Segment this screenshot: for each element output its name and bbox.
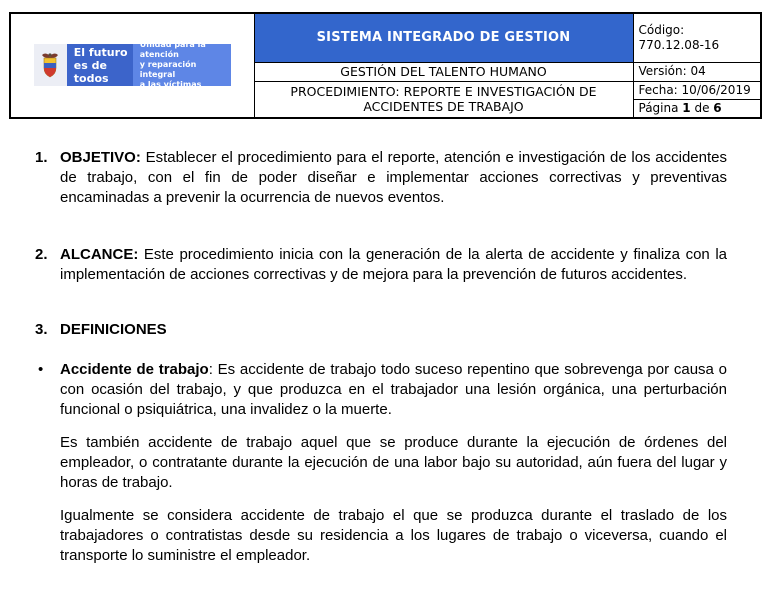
gov-unit-logo [34,40,231,90]
section-title: ALCANCE: [60,246,139,263]
logo-cell [10,13,254,118]
definition-accidente-de-trabajo [35,360,727,420]
crest-segment [34,44,67,86]
definition-term: Accidente de trabajo [60,361,209,378]
logo-tagline-line1: El futuro [73,45,128,59]
page-total: 6 [713,100,722,115]
section-alcance [35,245,727,285]
management-area: GESTIÓN DEL TALENTO HUMANO [340,64,547,79]
logo-unit-line1: Unidad para la atención [139,40,206,60]
page-label: Página [638,100,683,115]
logo-unit-line2: y reparación integral [139,60,197,80]
document-body [35,148,727,566]
definition-paragraph-2 [35,433,727,493]
code-cell [633,13,761,62]
page-cell [633,99,761,118]
definition-text: Es accidente de trabajo todo suceso repentino que sobrevenga por causa o con ocasión del trabajo, y que produzca en el trabajador una lesión orgánica, una perturbación funcional o psiquiátrica, una invalidez o la muerte. [60,361,727,418]
section-text: Este procedimiento inicia con la generación de la alerta de accidente y finaliza con la implementación de acciones correctivas y de mejora para la prevención de futuros accidentes. [60,246,727,283]
section-number: 3. [35,321,48,338]
date-value: 10/06/2019 [681,82,751,97]
code-label: Código: [638,22,685,37]
version-label: Versión: [638,64,691,78]
system-title: SISTEMA INTEGRADO DE GESTION [316,30,571,46]
logo-unit-name [133,40,231,90]
code-value: 770.12.08-16 [638,37,720,52]
date-cell [633,81,761,99]
version-value: 04 [690,64,706,78]
colombia-coat-of-arms-icon [40,52,60,78]
logo-tagline-line2: es de todos [73,58,109,85]
section-definiciones [35,320,727,340]
system-title-cell [254,13,633,62]
procedure-title-line2: ACCIDENTES DE TRABAJO [363,99,524,114]
section-title: DEFINICIONES [60,321,167,338]
document-header-table [9,12,762,119]
procedure-title-line1: PROCEDIMIENTO: REPORTE E INVESTIGACIÓN DE [290,84,597,99]
definition-text: Es también accidente de trabajo aquel que se produce durante la ejecución de órdenes del empleador, o contratante durante la ejecución de una labor bajo su autoridad, aún fuera del lugar y horas de trabajo. [60,434,727,491]
section-number: 1. [35,149,48,166]
section-title: OBJETIVO: [60,149,141,166]
logo-unit-line3: a las víctimas [139,80,202,90]
section-number: 2. [35,246,48,263]
section-text: Establecer el procedimiento para el reporte, atención e investigación de los accidentes de trabajo, con el fin de poder diseñar e implementar acciones correctivas y preventivas encaminadas a prevenir la ocurrencia de nuevos eventos. [60,149,727,206]
date-label: Fecha: [638,82,682,97]
logo-tagline [67,44,133,86]
definition-text: Igualmente se considera accidente de trabajo el que se produzca durante el traslado de los trabajadores o contratistas desde su residencia a los lugares de trabajo o viceversa, cuando el transporte lo suministre el empleador. [60,507,727,564]
procedure-title-cell [254,81,633,118]
version-cell [633,62,761,81]
management-area-cell [254,62,633,81]
bullet-marker: • [38,361,44,378]
page-of: de [690,100,714,115]
definition-paragraph-3 [35,506,727,566]
page-number: 1 [682,100,691,115]
definition-separator: : [208,361,218,378]
section-objetivo [35,148,727,208]
